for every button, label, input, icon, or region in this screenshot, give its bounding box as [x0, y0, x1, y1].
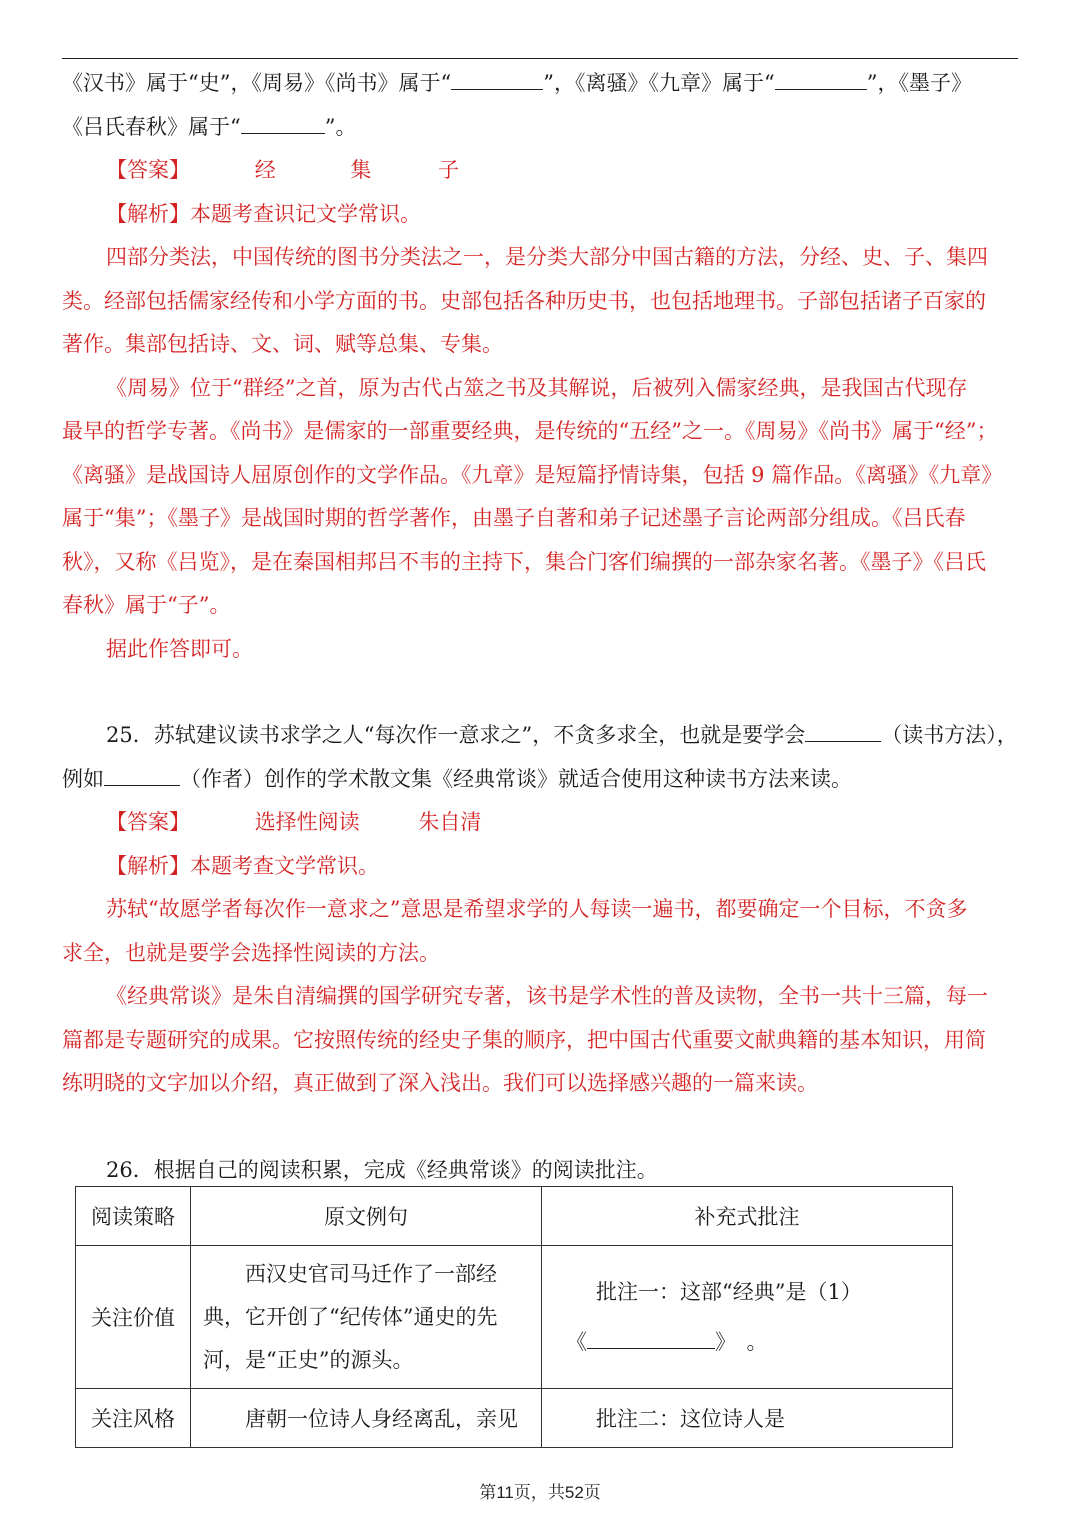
spacer [62, 671, 1018, 714]
q24-blank-1[interactable] [451, 83, 543, 90]
q24-para2-line: 春秋》属于“子”。 [62, 593, 231, 617]
q25-text: （作者）创作的学术散文集《经典常谈》就适合使用这种读书方法来读。 [180, 766, 852, 791]
q24-para2-line: 最早的哲学专著。《尚书》是儒家的一部重要经典，是传统的“五经”之一。《周易》《尚书》属于“经”； [62, 419, 998, 443]
annotation-table [75, 1186, 953, 1448]
q24-analysis [62, 193, 1018, 237]
table-header-cell: 补充式批注 [542, 1187, 953, 1246]
q25-para2-line: 练明晓的文字加以介绍，真正做到了深入浅出。我们可以选择感兴趣的一篇来读。 [62, 1071, 818, 1095]
q25-para1-line: 求全，也就是要学会选择性阅读的方法。 [62, 940, 440, 965]
q24-para2-line: 秋》，又称《吕览》，是在秦国相邦吕不韦的主持下，集合门客们编撰的一部杂家名著。《墨子》《吕氏 [62, 549, 986, 574]
page-content [62, 62, 1018, 1192]
footer-text: 页，共 [513, 1483, 565, 1502]
q24-text: ”，《墨子》 [866, 71, 972, 95]
q24-text: 《汉书》属于“史”，《周易》《尚书》属于“ [62, 71, 452, 95]
note-cell: 批注二：这位诗人是 [542, 1389, 953, 1448]
q25-para1-line: 苏轼“故愿学者每次作一意求之”意思是希望求学的人每读一遍书，都要确定一个目标，不贪多 [106, 897, 968, 921]
q24-para1-line: 类。经部包括儒家经传和小学方面的书。史部包括各种历史书，也包括地理书。子部包括诸子百家的 [62, 288, 986, 313]
q24-para2-line: 《周易》位于“群经”之首，原为古代占筮之书及其解说，后被列入儒家经典，是我国古代现存 [106, 375, 968, 400]
total-pages: 52 [564, 1483, 584, 1502]
answer-label: 【答案】 [106, 158, 190, 182]
q25-line2 [62, 758, 1018, 802]
q24-line1 [62, 62, 1018, 106]
q25-text: 例如 [62, 766, 104, 791]
answer-item: 子 [438, 158, 460, 182]
q24-blank-2[interactable] [775, 83, 867, 90]
analysis-intro: 本题考查文学常识。 [190, 853, 379, 878]
footer-text: 第 [479, 1483, 497, 1502]
strategy-cell: 关注价值 [76, 1246, 191, 1389]
table-row [76, 1389, 953, 1448]
q24-para1-line: 四部分类法，中国传统的图书分类法之一，是分类大部分中国古籍的方法，分经、史、子、集四 [106, 245, 988, 269]
answer-item: 选择性阅读 [254, 810, 360, 834]
note-text: 《 [566, 1330, 587, 1354]
q24-para2-line: 《离骚》是战国诗人屈原创作的文学作品。《九章》是短篇抒情诗集，包括 9 篇作品。《离骚》《九章》 [62, 462, 1003, 487]
q25-blank-2[interactable] [104, 779, 180, 786]
note-text: 批注一：这部“经典”是（1） [596, 1280, 862, 1304]
note-blank-1[interactable] [587, 1342, 715, 1349]
table-header-cell: 原文例句 [191, 1187, 542, 1246]
note-blank-line [566, 1317, 940, 1367]
q25-para2-line: 《经典常谈》是朱自清编撰的国学研究专著，该书是学术性的普及读物，全书一共十三篇，每一 [106, 984, 988, 1008]
page-number: 11 [496, 1483, 514, 1502]
q24-blank-3[interactable] [241, 127, 325, 134]
q24-conclusion: 据此作答即可。 [106, 636, 253, 661]
q25-answer [62, 801, 1018, 845]
table-header-cell: 阅读策略 [76, 1187, 191, 1246]
note-text: 》 。 [715, 1330, 768, 1354]
answer-item: 朱自清 [418, 810, 482, 834]
example-cell: 唐朝一位诗人身经离乱，亲见 [191, 1389, 542, 1448]
answer-item: 经 [254, 158, 276, 182]
footer-text: 页 [583, 1483, 601, 1502]
q24-text: 《吕氏春秋》属于“ [62, 114, 241, 139]
spacer [62, 1106, 1018, 1149]
header-rule [62, 58, 1018, 59]
answer-label: 【答案】 [106, 810, 190, 834]
strategy-cell: 关注风格 [76, 1389, 191, 1448]
q24-para2-line: 属于“集”；《墨子》是战国时期的哲学著作，由墨子自著和弟子记述墨子言论两部分组成。《吕氏春 [62, 506, 966, 530]
analysis-label: 【解析】 [106, 853, 190, 878]
q25-analysis [62, 845, 1018, 889]
analysis-intro: 本题考查识记文学常识。 [190, 201, 421, 226]
example-cell: 西汉史官司马迁作了一部经典，它开创了“纪传体”通史的先河，是“正史”的源头。 [191, 1246, 542, 1389]
q25-text: 25．苏轼建议读书求学之人“每次作一意求之”，不贪多求全，也就是要学会 [106, 723, 806, 747]
q24-text: ”。 [324, 114, 357, 139]
q25-text: （读书方法）， [881, 723, 1018, 747]
q24-text: ”，《离骚》《九章》属于“ [543, 71, 775, 95]
analysis-label: 【解析】 [106, 201, 190, 226]
q24-answer [62, 149, 1018, 193]
q25-blank-1[interactable] [805, 735, 881, 742]
answer-item: 集 [350, 158, 372, 182]
table-header-row [76, 1187, 953, 1246]
page-footer [0, 1478, 1080, 1503]
q26-prompt: 26．根据自己的阅读积累，完成《经典常谈》的阅读批注。 [106, 1157, 658, 1182]
q24-para1-line: 著作。集部包括诗、文、词、赋等总集、专集。 [62, 332, 503, 356]
table-row [76, 1246, 953, 1389]
note-cell [542, 1246, 953, 1389]
q24-line2 [62, 106, 1018, 150]
q25-line1 [62, 714, 1018, 758]
q25-para2-line: 篇都是专题研究的成果。它按照传统的经史子集的顺序，把中国古代重要文献典籍的基本知识，用简 [62, 1027, 986, 1052]
